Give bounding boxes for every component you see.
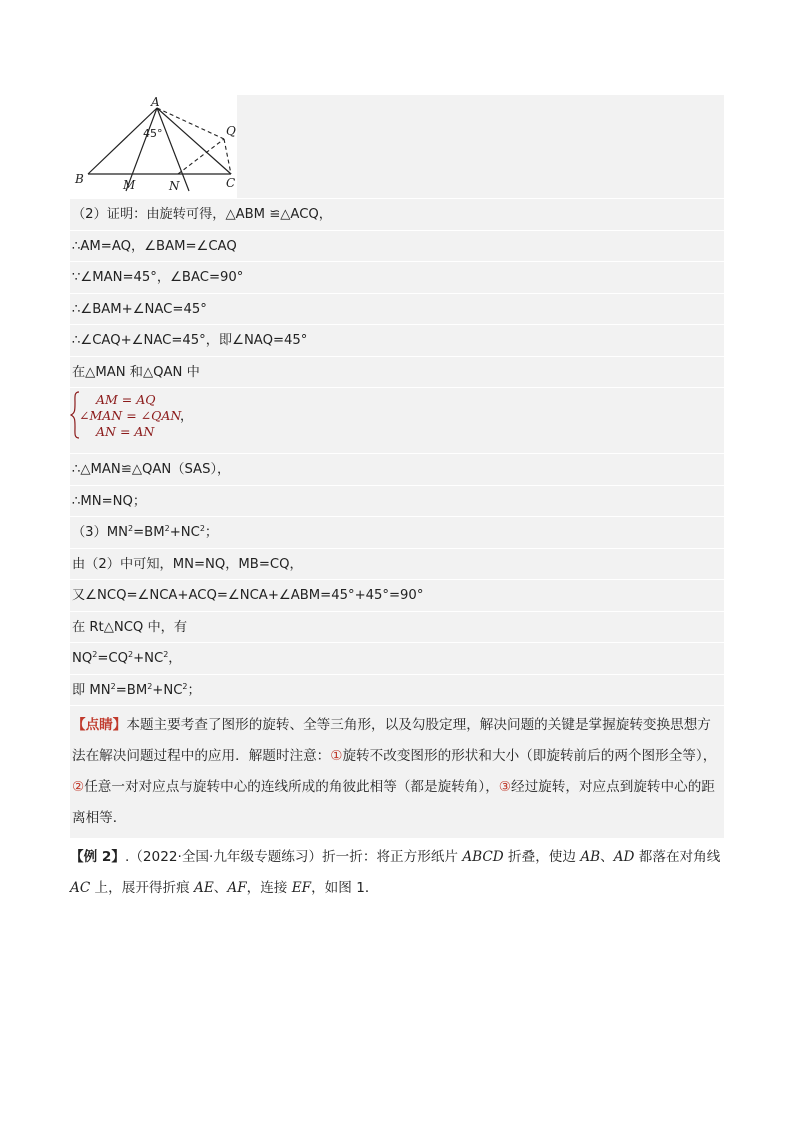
proof-line-9: $(3)MN^2=BM^2+NC^2$； [70,516,724,548]
note-heading: 【点睛】 [72,717,127,733]
proof-line-4: ∴∠BAM+∠NAC=45° [70,293,724,325]
equation-system [70,387,724,453]
proof-line-14: 即 $MN^2=BM^2+NC^2$； [70,674,724,706]
key-point-note: 【点睛】本题主要考查了图形的旋转、全等三角形，以及勾股定理，解决问题的关键是掌握旋转变换思想方法在解决问题过程中的应用．解题时注意：①旋转不改变图形的形状和大小（即旋转前后的两个图形全等），②任意一对对应点与旋转中心的连线所成的角彼此相等（都是旋转角），③经过旋转，对应点到旋转中心的距离相等． [70,705,724,838]
proof-line-3: ∵∠MAN=45°，∠BAC=90° [70,261,724,293]
proof-line-8: ∴MN=NQ； [70,485,724,517]
example-tag: 【例 2】 [70,849,125,865]
system-eq-3: AN = AN [96,424,155,439]
proof-line-11: 又∠NCQ=∠NCA+ACQ=∠NCA+∠ABM=45°+45°=90° [70,579,724,611]
proof-line-1: （2）证明：由旋转可得，△ABM ≌△ACQ， [70,198,724,230]
label-b: B [75,172,84,186]
solution-block [70,95,724,838]
system-eq-1: AM = AQ [96,392,156,407]
example-2: 【例 2】.（2022·全国·九年级专题练习）折一折：将正方形纸片 ABCD 折叠，使边 AB、AD 都落在对角线 AC 上，展开得折痕 AE、AF，连接 EF，如图 1． [70,849,721,896]
geometry-figure [70,95,237,198]
proof-line-6: 在△MAN 和△QAN 中 [70,356,724,388]
label-n: N [169,179,180,193]
angle-label: 45° [143,127,163,140]
system-tail: ， [180,409,194,424]
triangle-diagram [70,95,237,198]
proof-line-13: $NQ^2=CQ^2+NC^2$， [70,642,724,674]
label-a: A [151,95,160,109]
system-eq-2: ∠MAN = ∠QAN [79,408,182,423]
label-c: C [226,176,236,190]
proof-line-7: ∴△MAN≌△QAN（SAS）， [70,453,724,485]
proof-line-5: ∴∠CAQ+∠NAC=45°，即∠NAQ=45° [70,324,724,356]
label-q: Q [226,124,236,138]
proof-line-12: 在 Rt△NCQ 中，有 [70,611,724,643]
proof-line-10: 由（2）中可知，MN=NQ，MB=CQ， [70,548,724,580]
label-m: M [123,178,136,192]
proof-line-2: ∴AM=AQ，∠BAM=∠CAQ [70,230,724,262]
